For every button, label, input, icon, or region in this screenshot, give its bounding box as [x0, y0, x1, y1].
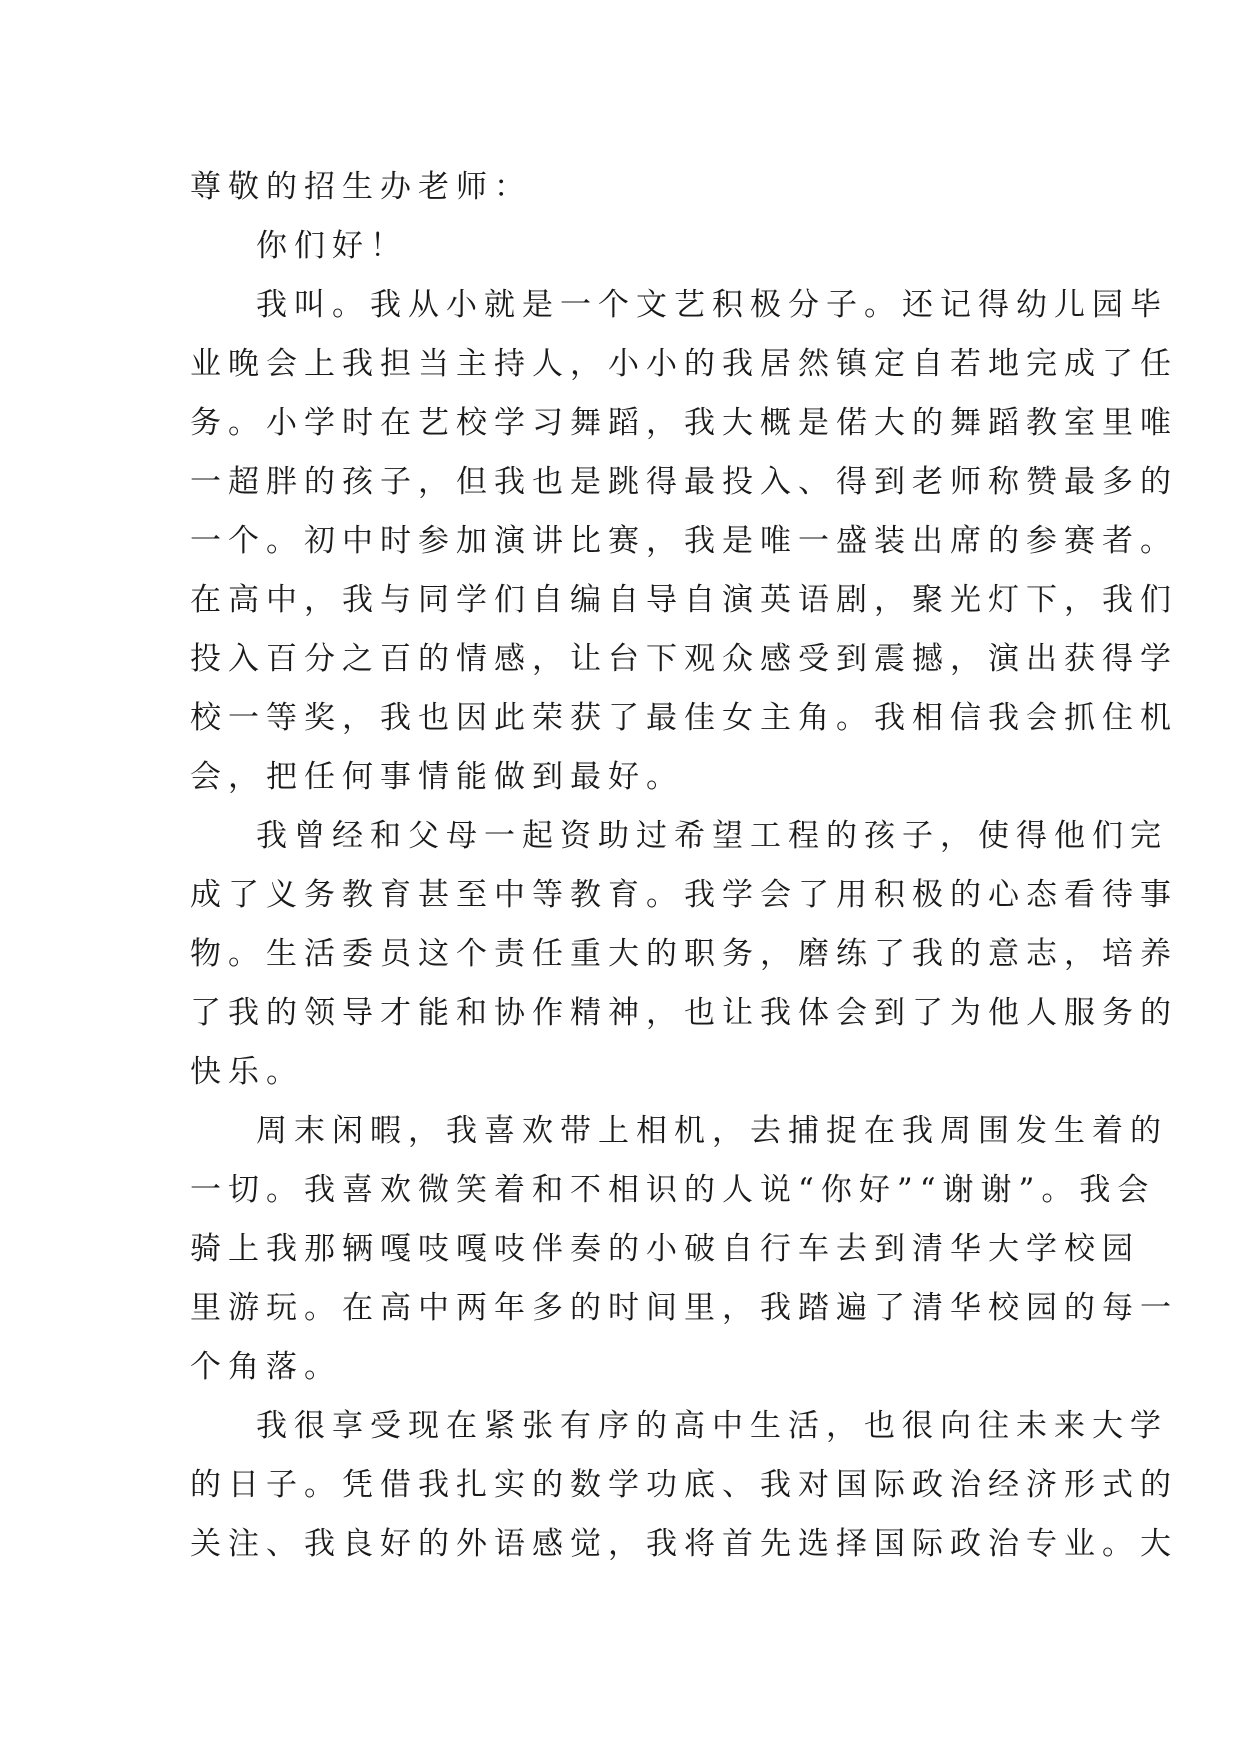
- paragraph-4: [190, 1397, 1178, 1574]
- text-line: 了我的领导才能和协作精神，也让我体会到了为他人服务的: [190, 995, 1178, 1031]
- text-line: 投入百分之百的情感，让台下观众感受到震撼，演出获得学: [190, 641, 1178, 677]
- text-line: 成了义务教育甚至中等教育。我学会了用积极的心态看待事: [190, 877, 1178, 913]
- text-line: 里游玩。在高中两年多的时间里，我踏遍了清华校园的每一: [190, 1290, 1178, 1326]
- text-line: 一切。我喜欢微笑着和不相识的人说“你好”“谢谢”。我会: [190, 1172, 1156, 1208]
- text-line: 物。生活委员这个责任重大的职务，磨练了我的意志，培养: [190, 936, 1178, 972]
- text-line: 一个。初中时参加演讲比赛，我是唯一盛装出席的参赛者。: [190, 523, 1178, 559]
- text-line: 关注、我良好的外语感觉，我将首先选择国际政治专业。大: [190, 1526, 1178, 1562]
- text-line: 我叫。我从小就是一个文艺积极分子。还记得幼儿园毕: [256, 287, 1168, 323]
- text-line: 周末闲暇，我喜欢带上相机，去捕捉在我周围发生着的: [256, 1113, 1168, 1149]
- salutation: 尊敬的招生办老师：: [190, 169, 532, 205]
- text-line: 我曾经和父母一起资助过希望工程的孩子，使得他们完: [256, 818, 1168, 854]
- paragraph-3: [190, 1102, 1178, 1397]
- paragraph-1: [190, 276, 1178, 807]
- text-line: 会，把任何事情能做到最好。: [190, 759, 684, 795]
- paragraph-2: [190, 807, 1178, 1102]
- text-line: 一超胖的孩子，但我也是跳得最投入、得到老师称赞最多的: [190, 464, 1178, 500]
- text-line: 务。小学时在艺校学习舞蹈，我大概是偌大的舞蹈教室里唯: [190, 405, 1178, 441]
- greeting: 你们好！: [256, 228, 408, 264]
- text-line: 业晚会上我担当主持人，小小的我居然镇定自若地完成了任: [190, 346, 1178, 382]
- text-line: 快乐。: [190, 1054, 304, 1090]
- text-line: 的日子。凭借我扎实的数学功底、我对国际政治经济形式的: [190, 1467, 1178, 1503]
- text-line: 个角落。: [190, 1349, 342, 1385]
- text-line: 校一等奖，我也因此荣获了最佳女主角。我相信我会抓住机: [190, 700, 1178, 736]
- text-line: 骑上我那辆嘎吱嘎吱伴奏的小破自行车去到清华大学校园: [190, 1231, 1140, 1267]
- letter-body: [190, 158, 1178, 1574]
- text-line: 我很享受现在紧张有序的高中生活，也很向往未来大学: [256, 1408, 1168, 1444]
- text-line: 在高中，我与同学们自编自导自演英语剧，聚光灯下，我们: [190, 582, 1178, 618]
